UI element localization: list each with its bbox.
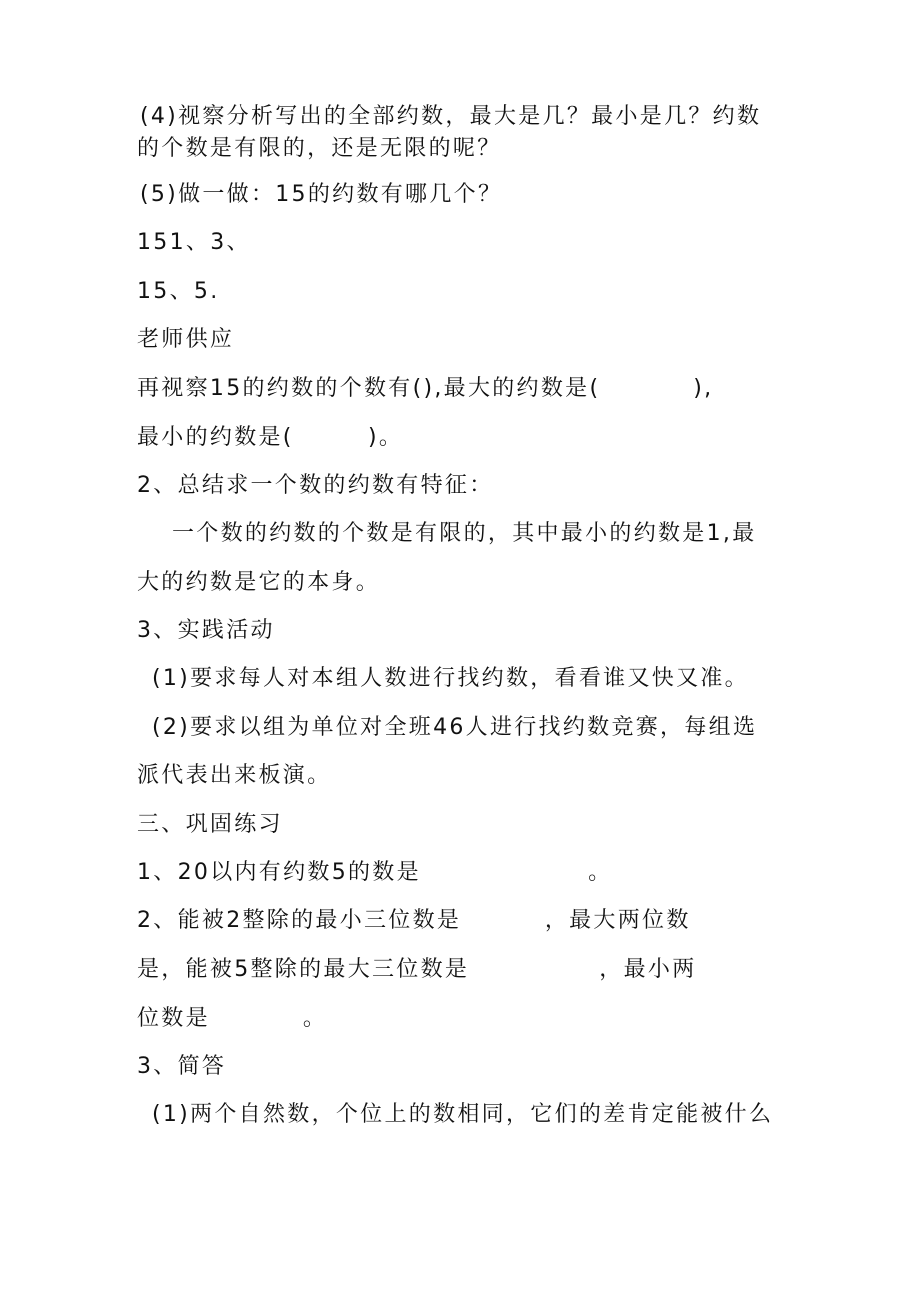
text-line: 最小的约数是( )。 [137,425,404,450]
text-line: (1)两个自然数，个位上的数相同，它们的差肯定能被什么 [152,1102,774,1127]
text-line: 是，能被5整除的最大三位数是 ，最小两 [137,957,697,982]
text-line: 的个数是有限的，还是无限的呢？ [137,136,502,161]
section-heading: 三、巩固练习 [137,812,283,837]
text-line: 派代表出来板演。 [137,763,332,788]
section-heading: 3、实践活动 [137,618,275,643]
section-heading: 3、简答 [137,1054,227,1079]
text-line: (1)要求每人对本组人数进行找约数，看看谁又快又准。 [152,666,749,691]
text-line: 位数是 。 [137,1006,328,1031]
text-line: 老师供应 [137,327,235,352]
text-line: (4)视察分析写出的全部约数，最大是几？最小是几？约数 [140,104,762,129]
text-line: 15、5. [137,279,220,304]
text-line: 再视察15的约数的个数有(),最大的约数是( ), [137,376,714,401]
text-line: (5)做一做：15的约数有哪几个？ [140,182,503,207]
text-line: 151、3、 [137,230,251,255]
text-line: 2、能被2整除的最小三位数是 ，最大两位数 [137,908,691,933]
text-line: 大的约数是它的本身。 [137,570,381,595]
text-line: 1、20以内有约数5的数是 。 [137,860,613,885]
text-line: 一个数的约数的个数是有限的，其中最小的约数是1,最 [172,521,757,546]
section-heading: 2、总结求一个数的约数有特征： [137,473,494,498]
text-line: (2)要求以组为单位对全班46人进行找约数竞赛，每组选 [152,715,758,740]
